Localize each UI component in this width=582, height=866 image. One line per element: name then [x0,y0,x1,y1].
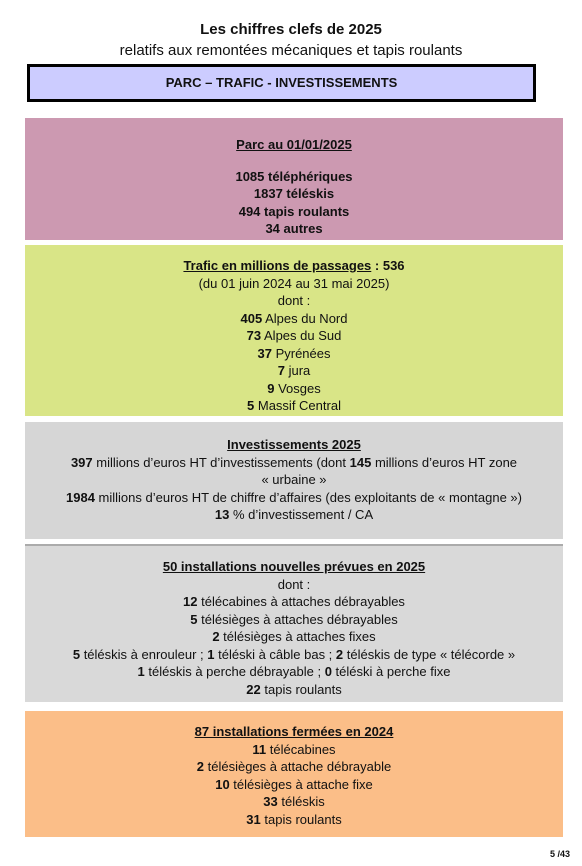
trafic-period: (du 01 juin 2024 au 31 mai 2025) [198,275,390,291]
trafic-heading: Trafic en millions de passages [183,258,372,273]
fermees-heading: 87 installations fermées en 2024 [194,724,394,739]
parc-heading: Parc au 01/01/2025 [236,137,352,152]
value: 1 [207,646,215,662]
trafic-block [25,245,563,416]
text: millions d’euros HT zone [371,454,518,470]
text: téléskis à enrouleur ; [80,646,208,662]
value: 1984 [66,489,95,505]
region-label: Pyrénées [271,345,331,361]
text: tapis roulants [260,811,342,827]
text: téléskis [277,794,325,809]
value: 13 [214,507,230,522]
nouvelles-item [25,681,563,699]
text: télécabines [266,741,336,757]
trafic-heading-line [25,257,563,275]
nouvelles-item [25,646,563,664]
region-value: 73 [246,328,262,343]
investissements-block [25,422,563,539]
value: 2 [335,646,344,662]
nouvelles-heading: 50 installations nouvelles prévues en 2025 [162,559,426,574]
value: 0 [324,664,332,679]
nouvelles-dont: dont : [277,576,311,592]
fermees-item [25,741,563,759]
trafic-total: : 536 [371,258,405,273]
parc-block [25,118,563,240]
region-label: jura [284,363,311,378]
investissements-line: « urbaine » [261,472,327,487]
value: 10 [215,776,230,792]
value: 11 [252,741,267,757]
value: 5 [190,611,198,627]
investissements-line [25,454,563,472]
parc-line: 34 autres [265,221,323,236]
region-label: Alpes du Nord [262,310,348,326]
page-subtitle: relatifs aux remontées mécaniques et tapis roulants [119,42,463,59]
text: télésièges à attaches fixes [219,629,376,644]
investissements-line [25,489,563,507]
region-value: 5 [247,398,255,413]
text: télésièges à attaches débrayables [197,611,398,627]
region-label: Alpes du Sud [261,328,342,343]
fermees-item [25,776,563,794]
region-value: 37 [257,345,272,361]
region-label: Massif Central [254,398,341,413]
page-title: Les chiffres clefs de 2025 [200,21,382,38]
parc-line: 1085 téléphériques [235,168,353,184]
text: % d’investissement / CA [229,507,374,522]
value: 1 [137,664,145,679]
nouvelles-item [25,593,563,611]
text: télésièges à attache débrayable [204,759,392,774]
fermees-item [25,811,563,829]
text: tapis roulants [260,681,342,697]
trafic-region [25,397,563,415]
trafic-region [25,345,563,363]
parc-line: 494 tapis roulants [238,203,350,219]
trafic-region [25,380,563,398]
section-banner: PARC – TRAFIC - INVESTISSEMENTS [27,64,536,102]
text: téléskis à perche débrayable ; [144,664,325,679]
fermees-item [25,758,563,776]
page-number: 5 /43 [549,849,570,859]
nouvelles-item [25,663,563,681]
parc-line: 1837 téléskis [253,186,335,201]
value: 22 [246,681,261,697]
value: 33 [263,794,278,809]
investissements-line [25,506,563,524]
value: 31 [246,811,261,827]
value: 397 [70,454,93,470]
value: 12 [183,594,198,609]
text: téléski à câble bas ; [214,646,336,662]
region-value: 7 [277,363,285,378]
region-value: 405 [240,310,263,326]
trafic-region [25,310,563,328]
value: 2 [196,759,205,774]
text: millions d’euros HT d’investissements (dont [92,454,350,470]
trafic-dont: dont : [277,293,311,308]
nouvelles-item [25,611,563,629]
trafic-region [25,362,563,380]
region-label: Vosges [274,380,321,396]
text: téléskis de type « télécorde » [343,646,516,662]
text: téléski à perche fixe [331,664,451,679]
fermees-item [25,793,563,811]
value: 5 [72,646,81,662]
text: télécabines à attaches débrayables [197,594,405,609]
nouvelles-item [25,628,563,646]
fermees-block [25,711,563,837]
value: 2 [212,629,220,644]
investissements-heading: Investissements 2025 [227,437,361,452]
value: 145 [349,454,372,470]
text: millions d’euros HT de chiffre d’affaires (des exploitants de « montagne ») [94,489,522,505]
region-value: 9 [267,380,275,396]
trafic-region [25,327,563,345]
nouvelles-installations-block [25,544,563,702]
text: télésièges à attache fixe [229,776,373,792]
